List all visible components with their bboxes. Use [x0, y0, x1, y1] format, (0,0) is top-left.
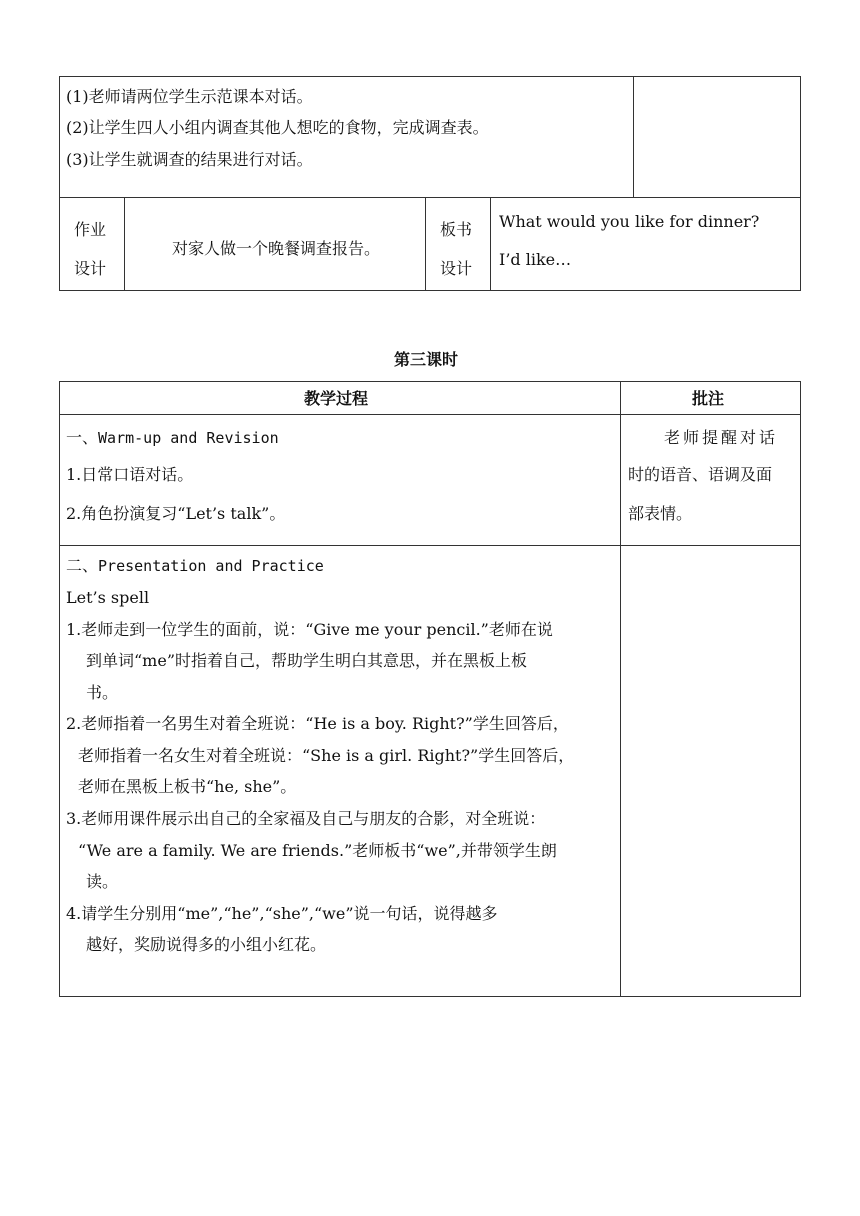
board-label: 板书: [440, 220, 473, 239]
lesson-title: 第三课时: [394, 350, 459, 369]
procedure-line: “We are a family. We are friends.”老师板书“we”,并带领学生朗: [78, 841, 557, 860]
procedure-line: 到单词“me”时指着自己，帮助学生明白其意思，并在黑板上板: [86, 651, 528, 670]
process-item: (2)让学生四人小组内调查其他人想吃的食物，完成调查表。: [66, 118, 489, 137]
procedure-line: 4.请学生分别用“me”,“he”,“she”,“we”说一句话，说得越多: [66, 904, 498, 923]
homework-text: 对家人做一个晚餐调查报告。: [172, 239, 381, 258]
homework-label-divider: [124, 197, 125, 291]
section-divider: [59, 545, 801, 546]
list-item: 2.角色扮演复习“Let’s talk”。: [66, 504, 286, 523]
section-number: 二、: [66, 556, 99, 575]
section-heading-text: Presentation and Practice: [98, 557, 324, 575]
section-heading: [66, 558, 324, 574]
top-table: [59, 76, 801, 291]
procedure-line: 3.老师用课件展示出自己的全家福及自己与朋友的合影，对全班说：: [66, 809, 546, 828]
list-item: 1.日常口语对话。: [66, 465, 194, 484]
procedure-line: 老师指着一名女生对着全班说：“She is a girl. Right?”学生回答后，: [78, 746, 575, 765]
note-line: 部表情。: [628, 504, 693, 523]
top-table-row-divider: [59, 197, 801, 198]
procedure-line: 读。: [86, 872, 119, 891]
subheading: Let’s spell: [66, 588, 150, 607]
process-item: (1)老师请两位学生示范课本对话。: [66, 87, 313, 106]
top-table-notes-divider: [633, 76, 634, 197]
section-heading: [66, 430, 279, 446]
procedure-line: 老师在黑板上板书“he, she”。: [78, 777, 297, 796]
board-label-divider: [490, 197, 491, 291]
section-heading-text: Warm-up and Revision: [98, 429, 279, 447]
process-item: (3)让学生就调查的结果进行对话。: [66, 150, 313, 169]
homework-label: 作业: [74, 220, 107, 239]
procedure-line: 书。: [86, 683, 119, 702]
note-line: 老师提醒对话: [664, 428, 779, 447]
board-label: 设计: [440, 259, 473, 278]
column-header-process: 教学过程: [304, 389, 369, 408]
column-header-notes: 批注: [692, 389, 725, 408]
procedure-line: 2.老师指着一名男生对着全班说：“He is a boy. Right?”学生回答后，: [66, 714, 569, 733]
notes-column-divider: [620, 381, 621, 997]
procedure-line: 越好，奖励说得多的小组小红花。: [86, 935, 327, 954]
header-row-divider: [59, 414, 801, 415]
homework-text-divider: [425, 197, 426, 291]
board-line: What would you like for dinner?: [499, 212, 760, 231]
note-line: 时的语音、语调及面: [628, 465, 773, 484]
section-number: 一、: [66, 428, 99, 447]
procedure-line: 1.老师走到一位学生的面前，说：“Give me your pencil.”老师在说: [66, 620, 553, 639]
board-line: I’d like…: [499, 250, 572, 269]
homework-label: 设计: [74, 259, 107, 278]
